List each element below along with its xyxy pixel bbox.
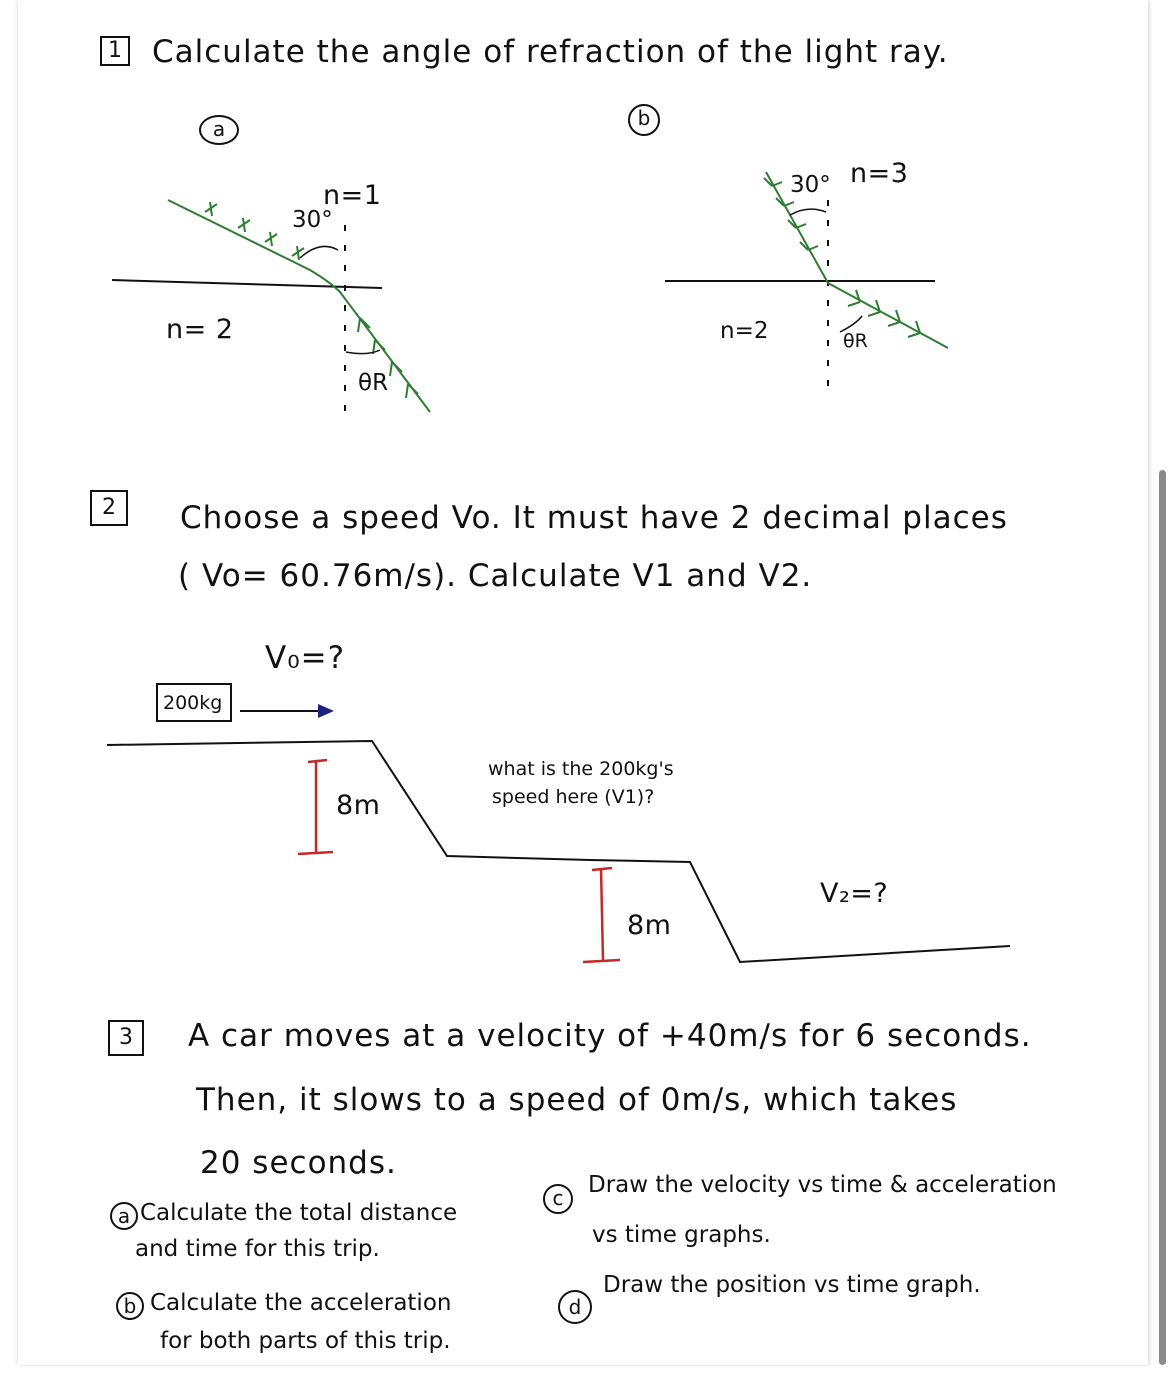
question-1-title: Calculate the angle of refraction of the light ray. [152,34,949,70]
part-3a-line1: Calculate the total distance [140,1200,458,1226]
n-bottom-a: n= 2 [166,314,234,345]
question-3-line2: Then, it slows to a speed of 0m/s, which takes [196,1082,958,1118]
question-1-number: 1 [100,36,130,66]
question-3-line3: 20 seconds. [200,1145,397,1181]
question-3-line1: A car moves at a velocity of +40m/s for 6 seconds. [188,1018,1032,1054]
n-bottom-b: n=2 [720,318,769,344]
question-2-line2: ( Vo= 60.76m/s). Calculate V1 and V2. [178,558,813,594]
mass-label: 200kg [163,692,223,714]
part-3c-label: c [543,1184,573,1214]
refraction-angle-a: θR [358,370,389,396]
part-3c-line2: vs time graphs. [592,1222,771,1248]
question-2-line1: Choose a speed Vo. It must have 2 decimal places [180,500,1008,536]
part-3b-line1: Calculate the acceleration [150,1290,452,1316]
part-3a-label: a [110,1202,138,1230]
part-3d-line1: Draw the position vs time graph. [603,1272,981,1298]
n-top-a: n=1 [323,180,382,211]
angle-arc-b-incident [790,209,826,215]
v1-question-line2: speed here (V1)? [492,786,655,808]
part-3b-line2: for both parts of this trip. [160,1328,451,1354]
part-3c-line1: Draw the velocity vs time & acceleration [588,1172,1057,1198]
angle-arc-a-refracted [346,350,380,354]
height-1-label: 8m [336,790,381,821]
refraction-angle-b: θR [843,330,868,352]
height-marker-2 [583,868,620,962]
v0-label: V₀=? [265,640,346,676]
diagram-2 [107,684,1010,962]
part-1b-label: b [628,104,660,136]
height-marker-1 [298,760,333,854]
part-3a-line2: and time for this trip. [135,1236,380,1262]
n-top-b: n=3 [850,158,909,189]
question-2-number: 2 [90,490,128,526]
incident-angle-b: 30° [790,172,831,198]
question-3-number: 3 [108,1020,144,1056]
velocity-arrowhead [318,704,334,718]
diagram-1b [665,172,948,395]
incident-angle-a: 30° [292,207,333,233]
part-1a-label: a [199,115,239,145]
part-3b-label: b [116,1292,144,1320]
interface-line-a [112,280,382,288]
ray-arrows-a-incident [205,202,304,260]
angle-arc-a-incident [300,246,338,258]
height-2-label: 8m [627,910,672,941]
part-3d-label: d [558,1290,592,1324]
v2-label: V₂=? [820,878,889,909]
v1-question-line1: what is the 200kg's [488,758,674,780]
